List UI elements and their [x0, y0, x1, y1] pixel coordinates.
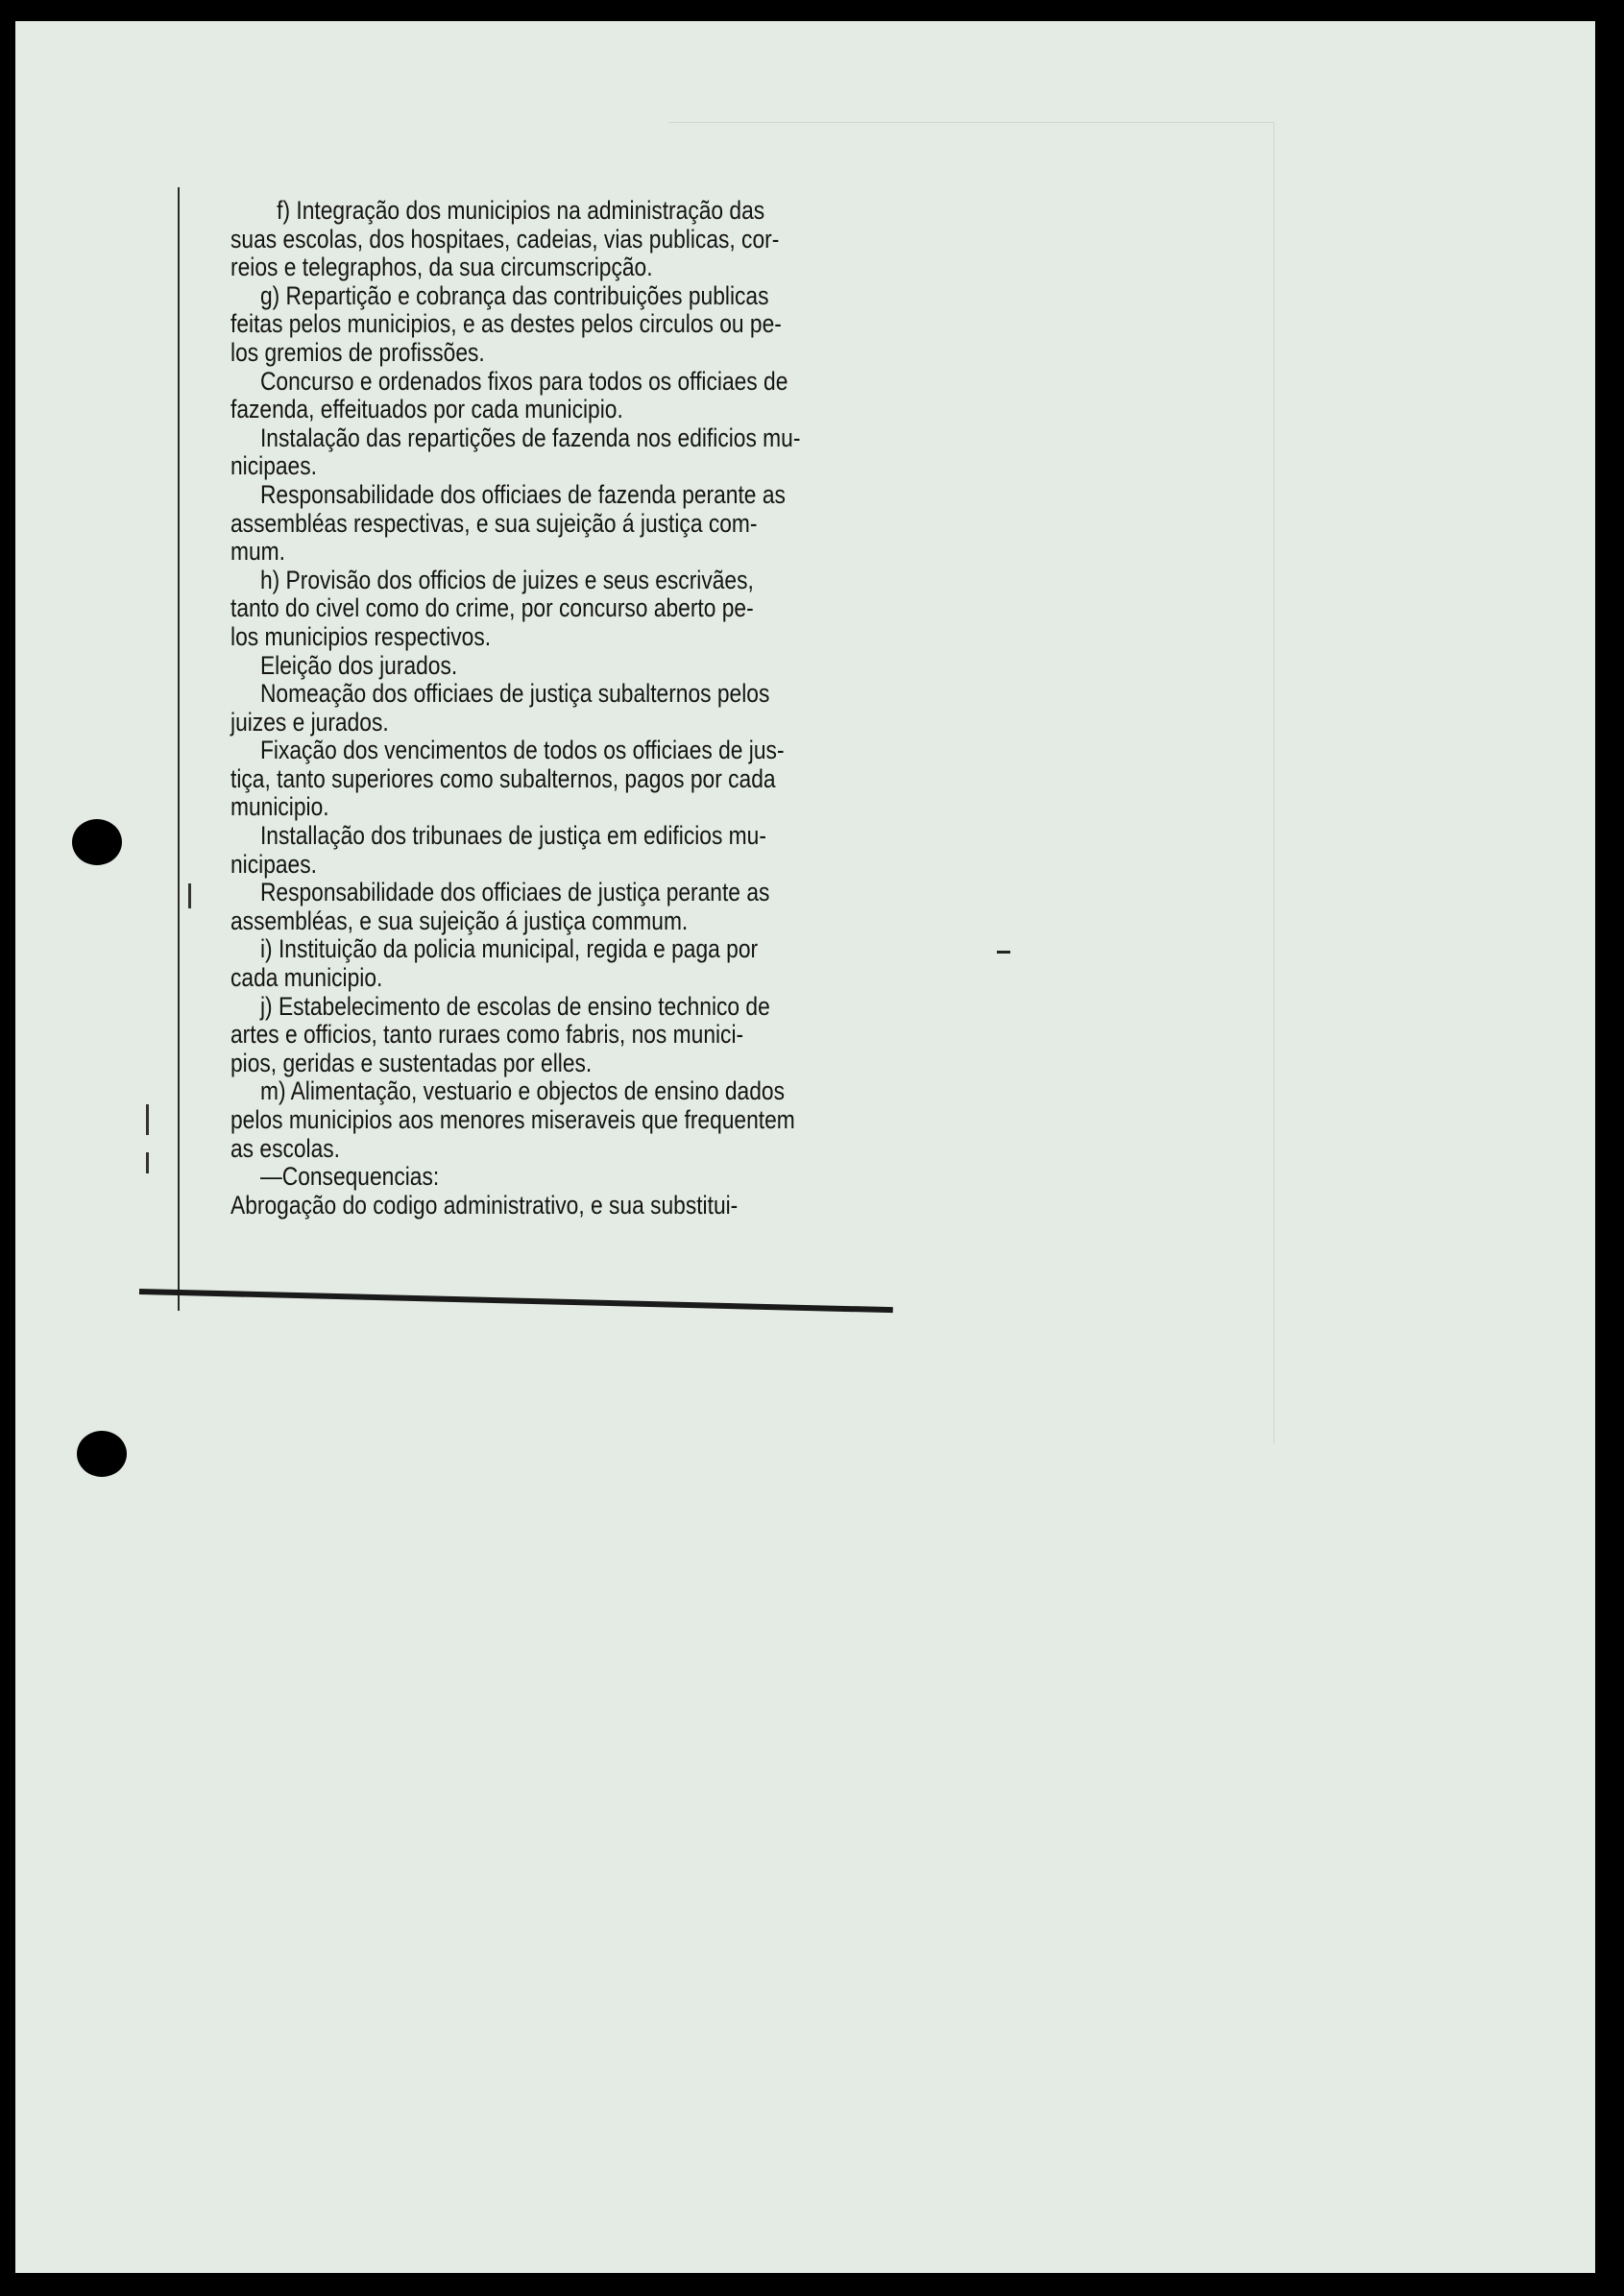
text-line: Instalação das repartições de fazenda nos edificios mu-: [259, 423, 801, 452]
text-line: tiça, tanto superiores como subalternos, pagos por cada: [230, 763, 776, 793]
text-line: pelos municipios aos menores miseraveis que frequentem: [230, 1105, 795, 1134]
text-line: tanto do civel como do crime, por concurso aberto pe-: [230, 593, 754, 623]
punch-hole-top: [72, 819, 122, 865]
margin-mark: [146, 1152, 149, 1173]
text-line: reios e telegraphos, da sua circumscripção.: [230, 253, 653, 282]
text-line: j) Estabelecimento de escolas de ensino technico de: [259, 991, 770, 1021]
text-line: h) Provisão dos officios de juizes e seus escrivães,: [259, 565, 754, 594]
text-line: feitas pelos municipios, e as destes pelos circulos ou pe-: [230, 309, 782, 339]
text-line: Responsabilidade dos officiaes de fazenda perante as: [259, 479, 786, 509]
text-line: municipio.: [230, 792, 329, 822]
text-line: fazenda, effeituados por cada municipio.: [230, 395, 623, 424]
text-line: i) Instituição da policia municipal, regida e paga por: [259, 934, 759, 964]
text-line: los gremios de profissões.: [230, 337, 485, 367]
text-line: nicipaes.: [230, 849, 317, 879]
text-line: —Consequencias:: [259, 1162, 440, 1192]
text-line: Nomeação dos officiaes de justiça subalternos pelos: [259, 679, 770, 709]
text-line: artes e officios, tanto ruraes como fabris, nos munici-: [230, 1020, 744, 1050]
text-line: juizes e jurados.: [230, 707, 389, 737]
text-line: Fixação dos vencimentos de todos os officiaes de jus-: [259, 736, 785, 765]
stray-mark: [997, 951, 1010, 954]
margin-mark: [146, 1104, 149, 1135]
clipping-text: [230, 197, 817, 1220]
text-line: cada municipio.: [230, 963, 383, 993]
text-line: los municipios respectivos.: [230, 621, 492, 651]
text-line: pios, geridas e sustentadas por elles.: [230, 1048, 593, 1077]
punch-hole-bottom: [77, 1431, 127, 1477]
text-line: Abrogação do codigo administrativo, e sua substitui-: [230, 1190, 739, 1220]
text-line: Installação dos tribunaes de justiça em edificios mu-: [259, 821, 766, 851]
text-line: g) Repartição e cobrança das contribuições publicas: [259, 280, 769, 310]
text-line: assembléas, e sua sujeição á justiça commum.: [230, 906, 689, 935]
text-line: suas escolas, dos hospitaes, cadeias, vias publicas, cor-: [230, 224, 780, 254]
text-line: Responsabilidade dos officiaes de justiça perante as: [259, 878, 770, 907]
margin-mark: [188, 883, 191, 908]
text-line: f) Integração dos municipios na administração das: [277, 196, 765, 225]
text-line: mum.: [230, 537, 285, 567]
text-line: assembléas respectivas, e sua sujeição á justiça com-: [230, 508, 758, 538]
text-line: Concurso e ordenados fixos para todos os officiaes de: [259, 366, 788, 396]
text-line: as escolas.: [230, 1133, 341, 1163]
text-line: nicipaes.: [230, 451, 317, 481]
text-line: Eleição dos jurados.: [259, 650, 458, 680]
text-line: m) Alimentação, vestuario e objectos de ensino dados: [259, 1076, 785, 1106]
